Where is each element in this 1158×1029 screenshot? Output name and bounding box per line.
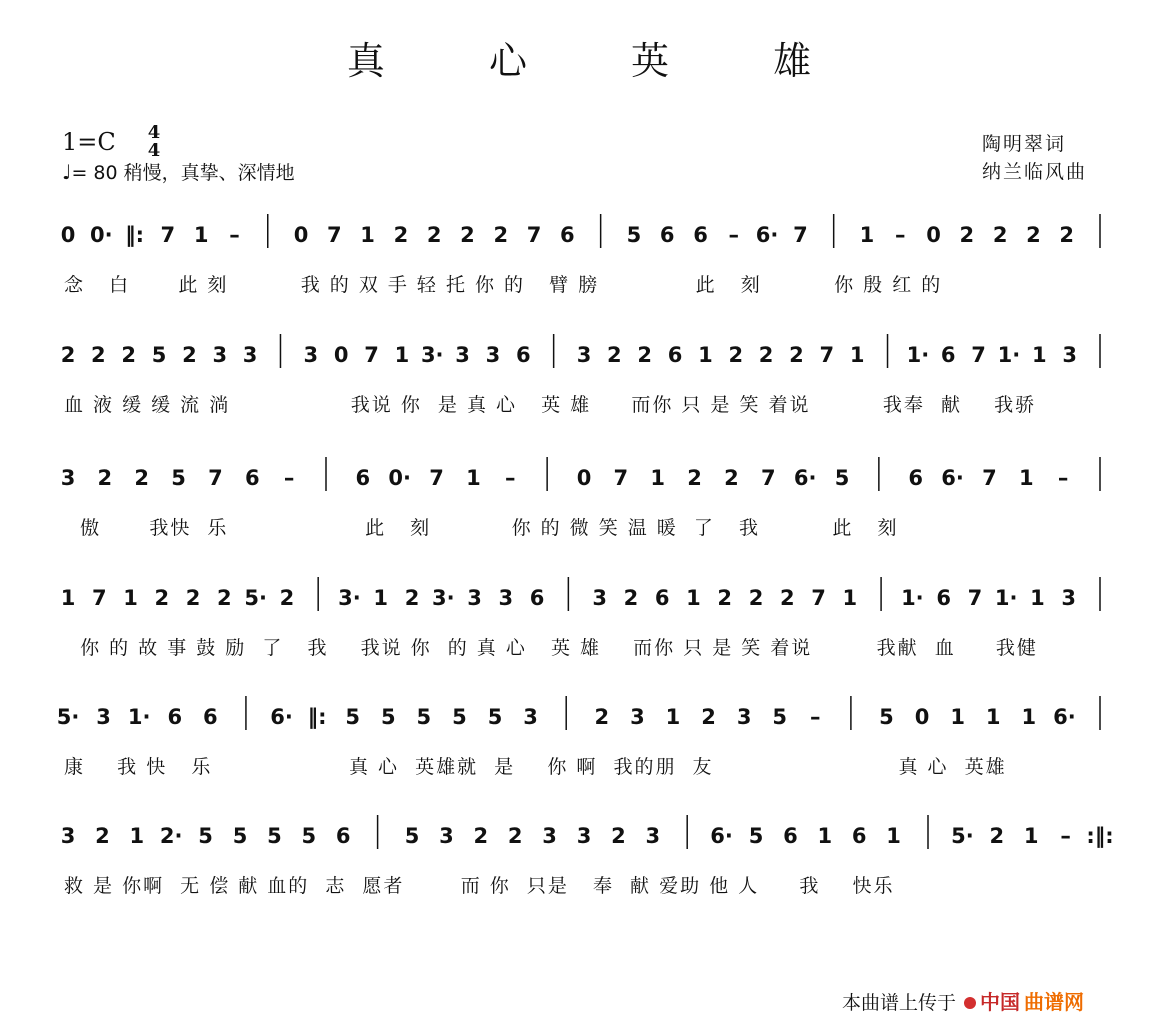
site-name-2: 曲谱网 [1024,990,1085,1014]
note: 6 [203,705,218,729]
site-logo-icon [964,997,976,1009]
note: 1 [698,343,713,367]
note: 2 [393,223,409,247]
note: 5· [56,705,80,729]
note: 1 [373,586,389,610]
notation-line-2 [0,332,1158,392]
note: 7 [760,466,776,490]
note: 7 [91,586,107,610]
notation-line-4 [0,575,1158,635]
notation-line-3 [0,455,1158,515]
note: 2 [789,343,804,367]
note: 2 [728,343,744,367]
note: 6 [693,223,708,247]
lyrics-line-4: 你 的 故 事 鼓 励 了 我 我说 你 的 真 心 英 雄 而你 只 是 笑 着说 我献 血 我健 [64,637,1038,659]
note: 0 [60,223,76,247]
note: 5 [404,824,420,848]
quarter-note-icon: ♩ [62,160,72,184]
note: 1 [1018,466,1034,490]
note: 3 [212,343,228,367]
note: 6 [908,466,924,490]
note: 1 [1031,343,1047,367]
note: 3 [485,343,501,367]
note: 2 [779,586,795,610]
note: 2· [159,824,183,848]
note: 0 [333,343,349,367]
note: 2 [992,223,1008,247]
note: 6 [654,586,670,610]
note: 5 [232,824,248,848]
note: 2 [758,343,774,367]
note: 2 [154,586,170,610]
note: 1 [1030,586,1045,610]
note: 5 [301,824,317,848]
note: 0· [388,466,412,490]
note: ‖: [307,705,327,729]
note: 7 [160,223,176,247]
note: 2 [687,466,702,490]
note: 5 [834,466,850,490]
note: 1· [901,586,924,610]
note: 2 [748,586,764,610]
tempo-text: = 80 稍慢，真挚、深情地 [71,162,295,184]
score-row-3 [0,455,1158,565]
note: 1 [123,586,138,610]
note: 2 [1026,223,1041,247]
note: 3 [523,705,538,729]
note: :‖: [1086,824,1114,848]
lyrics-line-2: 血 液 缓 缓 流 淌 我说 你 是 真 心 英 雄 而你 只 是 笑 着说 我奉 献 我骄 [64,394,1037,416]
lyrics-line-1: 念 白 此 刻 我 的 双 手 轻 托 你 的 臂 膀 此 刻 你 殷 红 的 [64,274,943,296]
note: 1 [1023,824,1039,848]
note: 2 [217,586,232,610]
note: 2 [989,824,1005,848]
note: 7 [429,466,444,490]
note: 2 [959,223,975,247]
note: 0 [293,223,309,247]
note: 6 [335,824,351,848]
note: 2 [607,343,622,367]
note: ‖: [125,223,145,247]
note: 6 [244,466,260,490]
note: 2 [121,343,137,367]
note: – [229,223,240,247]
note: 1 [985,705,1001,729]
note: 5· [951,824,974,848]
note: 6 [515,343,531,367]
note: 6· [710,824,733,848]
note: – [283,466,295,490]
note: 2 [637,343,653,367]
score-row-6 [0,813,1158,923]
note: 7 [208,466,223,490]
note: 3 [498,586,514,610]
note: 1 [129,824,145,848]
score-row-1 [0,212,1158,322]
note: 1 [60,586,76,610]
song-title: 真 心 英 雄 [346,39,858,83]
note: 1 [842,586,858,610]
note: 1 [849,343,865,367]
note: 2 [701,705,716,729]
score-row-5 [0,694,1158,804]
note: 2 [404,586,420,610]
note: 3 [96,705,111,729]
note: – [1060,824,1071,848]
note: 5 [879,705,894,729]
note: 6· [793,466,817,490]
note: – [728,223,740,247]
note: 2 [279,586,295,610]
note: 5 [487,705,503,729]
note: 1 [950,705,965,729]
note: 1 [817,824,833,848]
note: 1· [127,705,151,729]
note: 7 [971,343,986,367]
note: 1· [997,343,1021,367]
key-label: 1=C [62,128,116,156]
tempo-marking [62,158,295,185]
note: 5 [772,705,788,729]
note: 3 [60,466,76,490]
note: 2 [473,824,489,848]
note: 6 [355,466,371,490]
composer-credit: 纳兰临风曲 [982,161,1088,183]
note: 5 [171,466,186,490]
note: 5 [626,223,642,247]
note: 2 [134,466,150,490]
notation-line-1 [0,212,1158,272]
note: 1 [665,705,681,729]
note: 5 [380,705,396,729]
note: 2 [623,586,639,610]
note: 3 [455,343,470,367]
note: 2 [460,223,475,247]
note: 1 [650,466,666,490]
note: 6 [783,824,798,848]
note: 3 [242,343,258,367]
note: 2 [97,466,113,490]
time-signature-top: 4 [147,122,161,143]
note: 5 [748,824,764,848]
note: 2 [717,586,733,610]
note: 3 [576,824,592,848]
note: 1 [1021,705,1037,729]
note: 0· [89,223,113,247]
note: 2 [182,343,197,367]
note: 1 [886,824,901,848]
note: 7 [526,223,542,247]
note: 3 [1061,586,1077,610]
note: 1 [193,223,209,247]
note: 3 [592,586,607,610]
note: 6 [667,343,683,367]
note: 2 [185,586,201,610]
note: 3 [542,824,557,848]
note: 0 [914,705,930,729]
note: 2 [60,343,76,367]
score-row-2 [0,332,1158,442]
note: 2 [426,223,442,247]
score-row-4 [0,575,1158,685]
lyrics-line-3: 傲 我快 乐 此 刻 你 的 微 笑 温 暖 了 我 此 刻 [64,517,899,539]
note: 3 [467,586,482,610]
note: 3 [1062,343,1077,367]
note: 6· [270,705,293,729]
note: 3· [431,586,455,610]
note: 3 [439,824,454,848]
note: 6 [940,343,956,367]
lyricist-credit: 陶明翠词 [982,133,1067,155]
note: 7 [982,466,997,490]
note: 5 [267,824,282,848]
note: 7 [793,223,808,247]
time-signature-bottom: 4 [147,140,161,161]
note: 2 [594,705,610,729]
note: 2 [91,343,106,367]
note: 1· [994,586,1018,610]
note: 2 [724,466,739,490]
note: – [810,705,821,729]
note: 3 [303,343,319,367]
note: 1 [466,466,481,490]
note: 0 [576,466,592,490]
note: 6 [659,223,675,247]
note: 1 [360,223,375,247]
note: 2 [507,824,523,848]
note: 2 [493,223,509,247]
note: 6· [755,223,779,247]
note: 7 [819,343,835,367]
note: 0 [926,223,941,247]
notation-line-5 [0,694,1158,754]
note: – [505,466,516,490]
time-signature [142,124,166,160]
note: 5 [345,705,361,729]
note: 3 [630,705,645,729]
upload-text: 本曲谱上传于 [842,992,957,1014]
note: 7 [364,343,379,367]
note: 2 [611,824,626,848]
note: 3 [60,824,76,848]
credits [982,130,1087,186]
note: 6 [560,223,575,247]
note: 5· [244,586,267,610]
note: 6· [941,466,964,490]
note: 5 [416,705,432,729]
note: 6 [936,586,951,610]
note: 1· [906,343,930,367]
note: 6 [851,824,867,848]
note: 3 [645,824,661,848]
note: 7 [811,586,826,610]
lyrics-line-6: 救 是 你啊 无 偿 献 血的 志 愿者 而 你 只是 奉 献 爱助 他 人 我 快乐 [64,875,895,897]
note: 1 [394,343,410,367]
note: 1 [859,223,875,247]
note: 3 [576,343,592,367]
note: – [895,223,906,247]
note: 7 [613,466,629,490]
note: 1 [686,586,701,610]
note: 5 [151,343,167,367]
note: – [1057,466,1069,490]
note: 7 [327,223,342,247]
note: 6 [529,586,545,610]
key-signature [62,128,116,156]
note: 2 [1059,223,1075,247]
note: 5 [198,824,213,848]
lyrics-line-5: 康 我 快 乐 真 心 英雄就 是 你 啊 我的朋 友 真 心 英雄 [64,756,1007,778]
note: 6 [167,705,183,729]
site-name: 中国 [980,990,1021,1014]
note: 7 [967,586,983,610]
note: 5 [452,705,467,729]
watermark-footer [842,986,1158,1029]
note: 2 [95,824,110,848]
notation-line-6 [0,813,1158,873]
note: 3· [338,586,361,610]
note: 3 [736,705,752,729]
note: 3· [420,343,444,367]
note: 6· [1053,705,1076,729]
